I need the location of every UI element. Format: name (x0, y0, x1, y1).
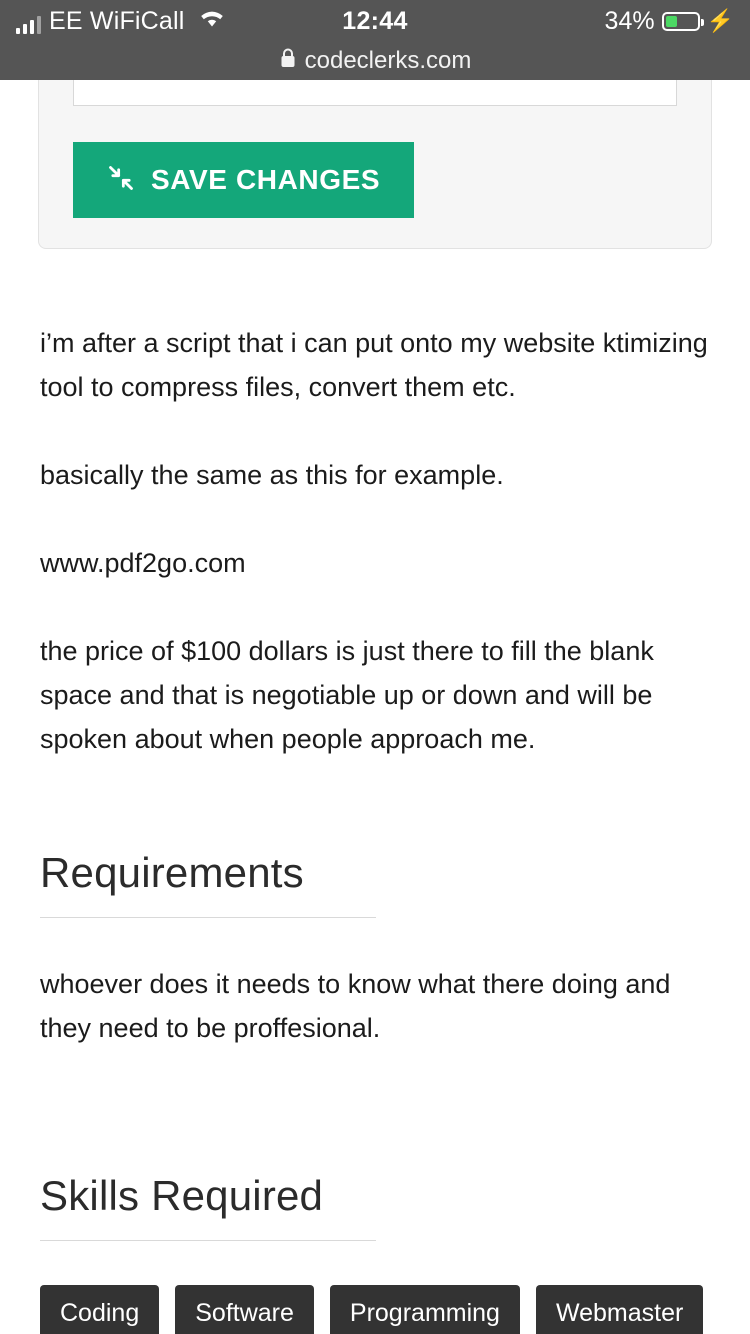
requirements-text: whoever does it needs to know what there doing and they need to be proffesional. (40, 969, 671, 1043)
url-text: codeclerks.com (304, 47, 472, 74)
skill-tag[interactable]: Webmaster (536, 1285, 703, 1334)
save-changes-button[interactable] (73, 142, 414, 218)
text-field-partial[interactable] (73, 80, 677, 106)
description-paragraph-4: the price of $100 dollars is just there to fill the blank space and that is negotiable up or down and will be spoken about when people approach me. (40, 636, 654, 754)
skill-tag[interactable]: Coding (40, 1285, 159, 1334)
battery-icon (662, 12, 700, 31)
skill-tag[interactable]: Software (175, 1285, 314, 1334)
description-paragraph-1: i’m after a script that i can put onto my website ktimizing tool to compress files, convert them etc. (40, 328, 708, 402)
skill-tag[interactable]: Programming (330, 1285, 520, 1334)
browser-url-bar[interactable] (0, 42, 750, 80)
status-bar-clock: 12:44 (342, 6, 408, 35)
requirements-body (0, 962, 750, 1050)
lightning-bolt-icon: ⚡ (706, 8, 734, 33)
skills-required-heading: Skills Required (40, 1172, 376, 1241)
description-paragraph-2: basically the same as this for example. (40, 460, 504, 490)
carrier-label: EE WiFiCall (49, 7, 185, 35)
ios-status-bar (0, 0, 750, 42)
arrows-collapse-icon (107, 164, 135, 196)
browser-chrome (0, 0, 750, 80)
edit-form-card (38, 80, 712, 249)
skill-tag-list (0, 1285, 750, 1334)
lock-icon (279, 47, 297, 76)
page-content (0, 80, 750, 1334)
battery-percent-label: 34% (604, 6, 655, 35)
save-changes-label: SAVE CHANGES (151, 164, 381, 195)
requirements-heading: Requirements (40, 849, 376, 918)
description-paragraph-3: www.pdf2go.com (40, 548, 246, 578)
job-description (0, 321, 750, 761)
